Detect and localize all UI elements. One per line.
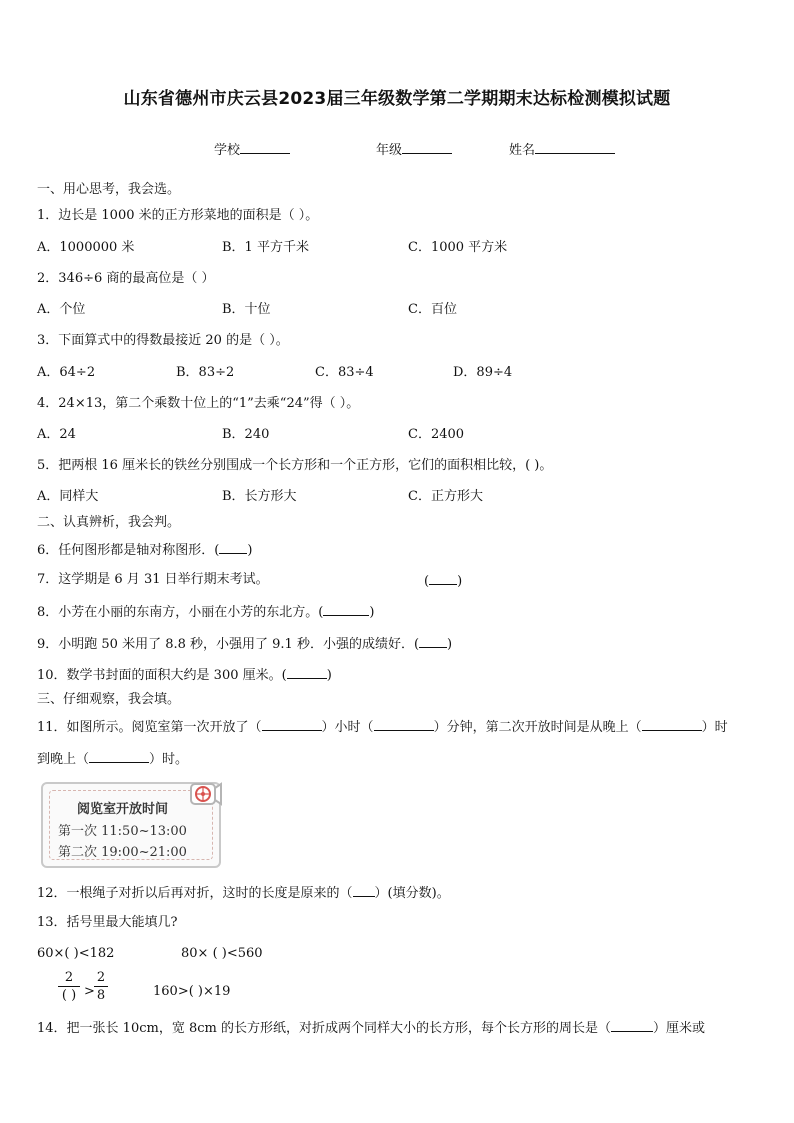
- q13-fraction-1-denominator: ( ): [61, 988, 77, 1003]
- grade-blank: [402, 141, 452, 154]
- q7-answer: [424, 572, 462, 590]
- q4-option-c: C．2400: [408, 427, 465, 442]
- q4-option-a: A．24: [37, 427, 76, 442]
- q1-option-b: B．1 平方千米: [222, 240, 309, 255]
- q3-option-d: D．89÷4: [453, 365, 513, 380]
- name-label: 姓名: [509, 143, 536, 158]
- q7-close: ): [457, 574, 463, 589]
- q12-answer-blank[interactable]: [353, 884, 375, 897]
- question-14: [37, 1019, 705, 1037]
- q11-blank-4[interactable]: [89, 750, 149, 763]
- fraction-bar: [58, 986, 80, 987]
- q11-text-5: 到晚上（: [37, 752, 90, 767]
- q7-answer-blank[interactable]: [429, 572, 457, 585]
- q9-stem: 9．小明跑 50 米用了 8.8 秒，小强用了 9.1 秒．小强的成绩好．(: [37, 637, 420, 652]
- sign-row-first: 第一次 11:50~13:00: [58, 824, 187, 839]
- question-13: 13．括号里最大能填几?: [37, 915, 178, 930]
- q11-text-4: ）时: [701, 720, 728, 735]
- q9-answer-blank[interactable]: [419, 635, 447, 648]
- q11-blank-2[interactable]: [374, 718, 434, 731]
- q6-stem: 6．任何图形都是轴对称图形．(: [37, 543, 220, 558]
- school-label: 学校: [214, 143, 241, 158]
- q4-option-b: B．240: [222, 427, 270, 442]
- question-5: 5．把两根 16 厘米长的铁丝分别围成一个长方形和一个正方形，它们的面积相比较，( )。: [37, 458, 553, 473]
- q2-option-b: B．十位: [222, 302, 271, 317]
- q3-option-a: A．64÷2: [37, 365, 96, 380]
- q2-option-a: A．个位: [37, 302, 86, 317]
- q11-blank-3[interactable]: [642, 718, 702, 731]
- q10-close: ): [326, 668, 332, 683]
- q8-close: ): [369, 605, 375, 620]
- q5-option-c: C．正方形大: [408, 489, 483, 504]
- q12-end: ）(填分数)。: [374, 886, 450, 901]
- q14-end: ）厘米或: [652, 1021, 705, 1036]
- question-11-line-1: [37, 718, 728, 736]
- question-3: 3．下面算式中的得数最接近 20 的是（ ）。: [37, 333, 289, 348]
- q13-fraction-2: [94, 970, 108, 1003]
- q13-fraction-2-denominator: 8: [96, 988, 106, 1003]
- question-8: [37, 603, 374, 621]
- q13-fraction-2-numerator: 2: [96, 970, 106, 985]
- q10-stem: 10．数学书封面的面积大约是 300 厘米。(: [37, 668, 287, 683]
- school-blank: [240, 141, 290, 154]
- q6-answer-blank[interactable]: [219, 541, 247, 554]
- q11-text-2: ）小时（: [321, 720, 374, 735]
- fraction-bar: [94, 986, 108, 987]
- q9-close: ): [447, 637, 453, 652]
- q6-close: ): [247, 543, 253, 558]
- q5-option-a: A．同样大: [37, 489, 99, 504]
- q3-option-b: B．83÷2: [176, 365, 235, 380]
- q7-open: (: [424, 574, 430, 589]
- q12-stem: 12．一根绳子对折以后再对折，这时的长度是原来的（: [37, 886, 353, 901]
- question-11-line-2: [37, 750, 188, 768]
- grade-label: 年级: [376, 143, 403, 158]
- page-title: 山东省德州市庆云县2023届三年级数学第二学期期末达标检测模拟试题: [123, 89, 671, 109]
- section-2-heading: 二、认真辨析，我会判。: [37, 515, 181, 530]
- q13-expression-1: 60×( )<182: [37, 946, 115, 961]
- q13-expression-4: 160>( )×19: [153, 984, 231, 999]
- name-blank: [535, 141, 615, 154]
- question-10: [37, 666, 332, 684]
- q2-option-c: C．百位: [408, 302, 457, 317]
- q11-blank-1[interactable]: [262, 718, 322, 731]
- film-reel-icon: [189, 778, 223, 808]
- q14-answer-blank[interactable]: [611, 1019, 653, 1032]
- q14-stem: 14．把一张长 10cm，宽 8cm 的长方形纸，对折成两个同样大小的长方形，每个长方形的周长是（: [37, 1021, 611, 1036]
- q13-expression-2: 80× ( )<560: [181, 946, 263, 961]
- q5-option-b: B．长方形大: [222, 489, 297, 504]
- q1-option-c: C．1000 平方米: [408, 240, 508, 255]
- q13-fraction-1: [58, 970, 80, 1003]
- section-3-heading: 三、仔细观察，我会填。: [37, 692, 181, 707]
- grade-field: [376, 141, 452, 159]
- question-2: 2．346÷6 商的最高位是（ ）: [37, 271, 215, 286]
- section-1-heading: 一、用心思考，我会选。: [37, 182, 181, 197]
- question-6: [37, 541, 252, 559]
- question-9: [37, 635, 452, 653]
- q13-fraction-1-numerator: 2: [64, 970, 74, 985]
- question-4: 4．24×13，第二个乘数十位上的“1”去乘“24”得（ ）。: [37, 396, 360, 411]
- q1-option-a: A．1000000 米: [37, 240, 135, 255]
- school-field: [214, 141, 290, 159]
- name-field: [509, 141, 615, 159]
- sign-row-second: 第二次 19:00~21:00: [58, 845, 187, 860]
- sign-title: 阅览室开放时间: [77, 802, 169, 817]
- q11-text-6: ）时。: [149, 752, 189, 767]
- question-7: 7．这学期是 6 月 31 日举行期末考试。: [37, 572, 269, 587]
- q10-answer-blank[interactable]: [287, 666, 327, 679]
- q8-stem: 8．小芳在小丽的东南方，小丽在小芳的东北方。(: [37, 605, 324, 620]
- q8-answer-blank[interactable]: [323, 603, 369, 616]
- q13-greater-than: >: [84, 984, 95, 999]
- question-12: [37, 884, 450, 902]
- question-1: 1．边长是 1000 米的正方形菜地的面积是（ ）。: [37, 208, 319, 223]
- q3-option-c: C．83÷4: [315, 365, 374, 380]
- q11-text-3: ）分钟，第二次开放时间是从晚上（: [433, 720, 642, 735]
- q11-text-1: 11．如图所示。阅览室第一次开放了（: [37, 720, 262, 735]
